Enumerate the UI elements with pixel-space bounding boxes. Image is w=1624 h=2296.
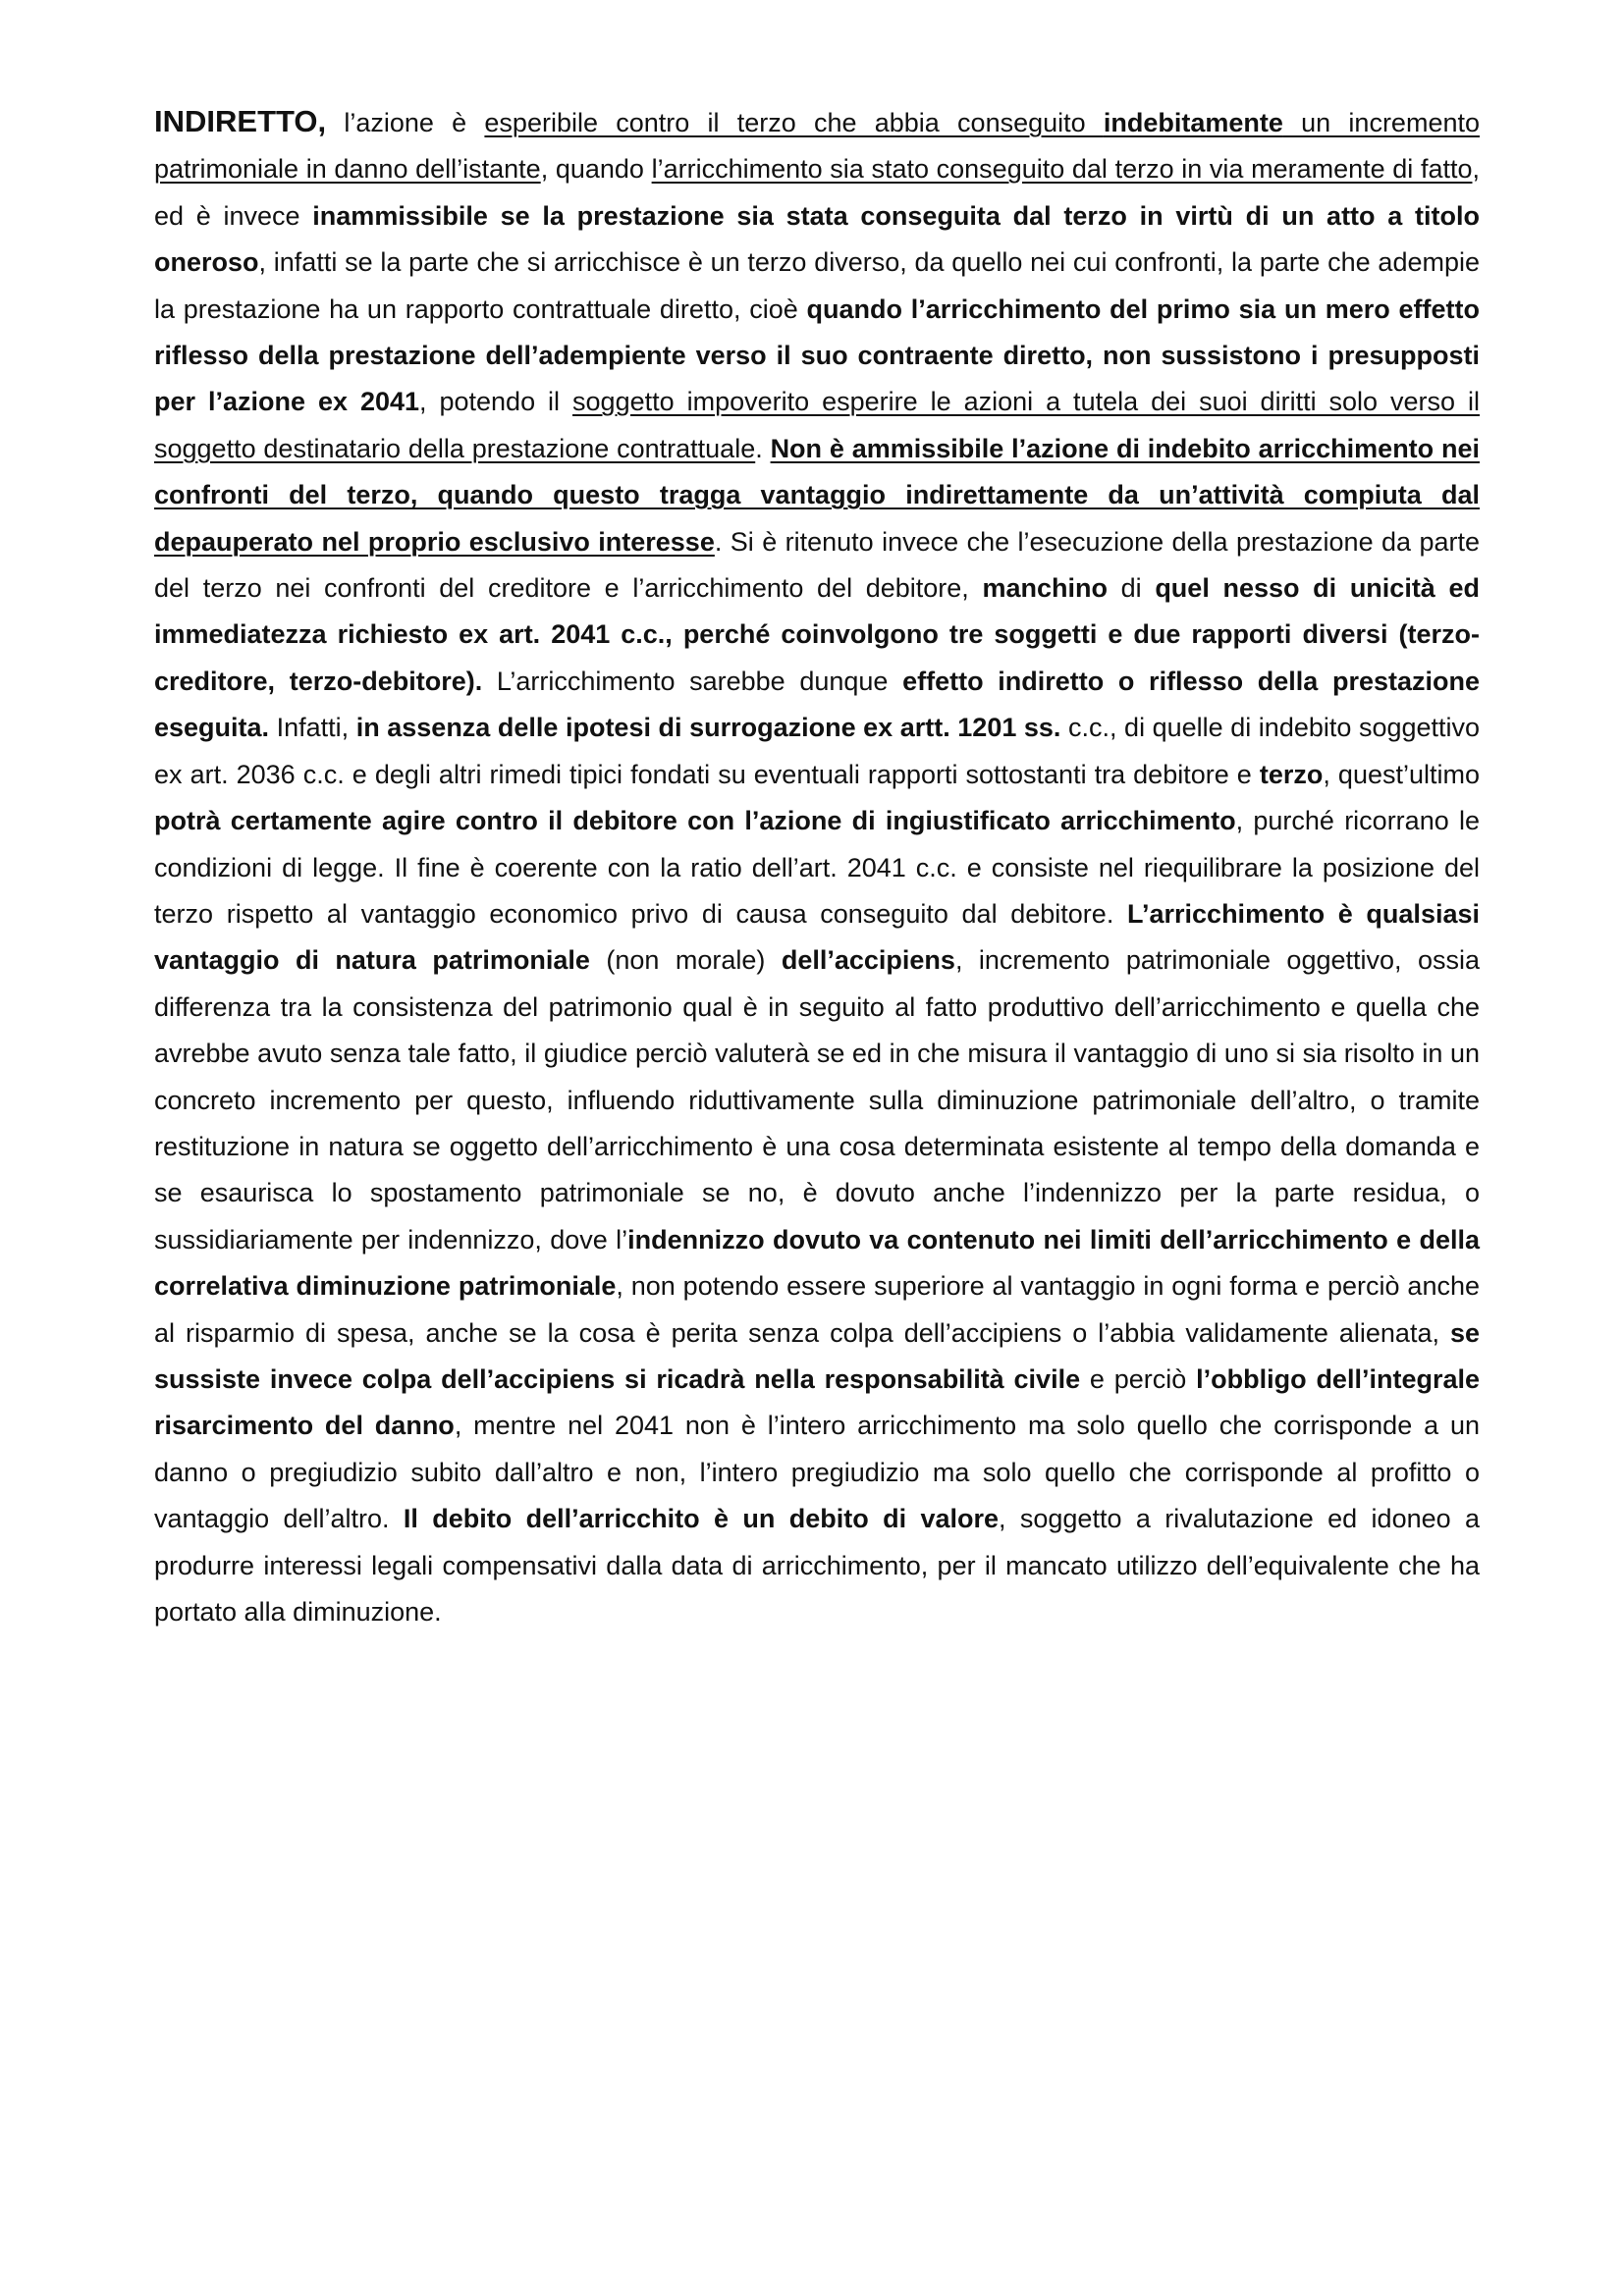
underlined-text: soggetto impoverito esperire le azioni a tutela dei suoi diritti solo verso il soggetto destinatario della prestazione contrattuale: [154, 387, 1481, 463]
body-text: (non morale): [589, 945, 782, 976]
bold-text: in assenza delle ipotesi di surrogazione ex artt. 1201 ss.: [355, 713, 1061, 743]
body-text: , soggetto a rivalutazione ed idoneo a produrre interessi legali compensativi dalla data di arricchimento, per il mancato utilizzo dell’equivalente che ha portato alla diminuzione.: [154, 1504, 1481, 1627]
underlined-text: un incremento patrimoniale in danno dell’istante: [154, 108, 1480, 185]
body-text: c.c., di quelle di indebito soggettivo ex art. 2036 c.c. e degli altri rimedi tipici fondati su eventuali rapporti sottostanti tra debitore e: [154, 713, 1481, 789]
body-text: , ed è invece: [154, 154, 1480, 231]
bold-underlined-text: Non è ammissibile l’azione di indebito arricchimento nei confronti del terzo, quando questo tragga vantaggio indirettamente da un’attività compiuta dal depauperato nel proprio esclusivo interesse: [154, 433, 1481, 557]
bold-text: quando l’arricchimento del primo sia un mero effetto riflesso della prestazione dell’adempiente verso il suo contraente diretto, non sussistono i presupposti per l’azione ex 2041: [154, 294, 1480, 417]
bold-text: potrà certamente agire contro il debitore con l’azione di ingiustificato arricchimento: [154, 806, 1236, 836]
body-text: , purché ricorrano le condizioni di legge. Il fine è coerente con la ratio dell’art. 2041 c.c. e consiste nel riequilibrare la posizione del terzo rispetto al vantaggio economico privo di causa conseguito dal debitore.: [154, 806, 1480, 929]
bold-text: dell’accipiens: [781, 945, 955, 976]
body-text: e perciò: [1080, 1363, 1197, 1394]
bold-text: quel nesso di unicità ed immediatezza richiesto ex art. 2041 c.c., perché coinvolgono tre soggetti e due rapporti diversi (terzo-creditore, terzo-debitore).: [154, 573, 1480, 696]
bold-text: se sussiste invece colpa dell’accipiens si ricadrà nella responsabilità civile: [154, 1317, 1480, 1394]
bold-text: terzo: [1259, 759, 1324, 789]
body-text: , mentre nel 2041 non è l’intero arricchimento ma solo quello che corrisponde a un danno o pregiudizio subito dall’altro e non, l’intero pregiudizio ma solo quello che corrisponde al profitto o vantaggio dell’altro.: [154, 1411, 1481, 1534]
body-text: , incremento patrimoniale oggettivo, ossia differenza tra la consistenza del patrimonio qual è in seguito al fatto produttivo dell’arricchimento e quella che avrebbe avuto senza tale fatto, il giudice perciò valuterà se ed in che misura il vantaggio di uno si sia risolto in un concreto incremento per questo, influendo riduttivamente sulla diminuzione patrimoniale dell’altro, o tramite restituzione in natura se oggetto dell’arricchimento è una cosa determinata esistente al tempo della domanda e se esaurisca lo spostamento patrimoniale se no, è dovuto anche l’indennizzo per la parte residua, o sussidiariamente per indennizzo, dove l’: [154, 945, 1480, 1255]
bold-text: manchino: [982, 573, 1108, 604]
body-text: l’azione è: [326, 108, 485, 137]
body-text: , non potendo essere superiore al vantaggio in ogni forma e perciò anche al risparmio di spesa, anche se la cosa è perita senza colpa dell’accipiens o l’abbia validamente alienata,: [154, 1271, 1480, 1348]
underlined-text: l’arricchimento sia stato conseguito dal terzo in via meramente di fatto: [651, 154, 1473, 185]
bold-text: L’arricchimento è qualsiasi vantaggio di natura patrimoniale: [154, 898, 1480, 976]
bold-text: inammissibile se la prestazione sia stata conseguita dal terzo in virtù di un atto a titolo oneroso: [154, 200, 1480, 278]
body-text: , infatti se la parte che si arricchisce è un terzo diverso, da quello nei cui confronti, la parte che adempie la prestazione ha un rapporto contrattuale diretto, cioè: [154, 247, 1480, 324]
body-text: , potendo il: [419, 387, 573, 417]
body-paragraph: [154, 98, 1480, 1635]
bold-text: Il debito dell’arricchito è un debito di valore: [403, 1504, 1000, 1534]
body-text: Infatti,: [269, 713, 356, 743]
body-text: di: [1107, 573, 1156, 604]
body-text: , quando: [540, 154, 652, 185]
body-text: .: [755, 433, 771, 463]
lead-heading: INDIRETTO,: [154, 104, 327, 138]
bold-text: l’obbligo dell’integrale risarcimento del danno: [154, 1363, 1480, 1441]
underlined-text: esperibile contro il terzo che abbia conseguito: [484, 108, 1104, 137]
bold-text: indennizzo dovuto va contenuto nei limiti dell’arricchimento e della correlativa diminuzione patrimoniale: [154, 1224, 1480, 1302]
bold-text: effetto indiretto o riflesso della prestazione eseguita.: [154, 666, 1480, 743]
body-text: L’arricchimento sarebbe dunque: [482, 666, 903, 696]
body-text: , quest’ultimo: [1323, 759, 1480, 789]
document-page: [154, 98, 1480, 1635]
bold-underlined-text: indebitamente: [1103, 108, 1283, 137]
body-text: . Si è ritenuto invece che l’esecuzione della prestazione da parte del terzo nei confronti del creditore e l’arricchimento del debitore,: [154, 526, 1480, 604]
